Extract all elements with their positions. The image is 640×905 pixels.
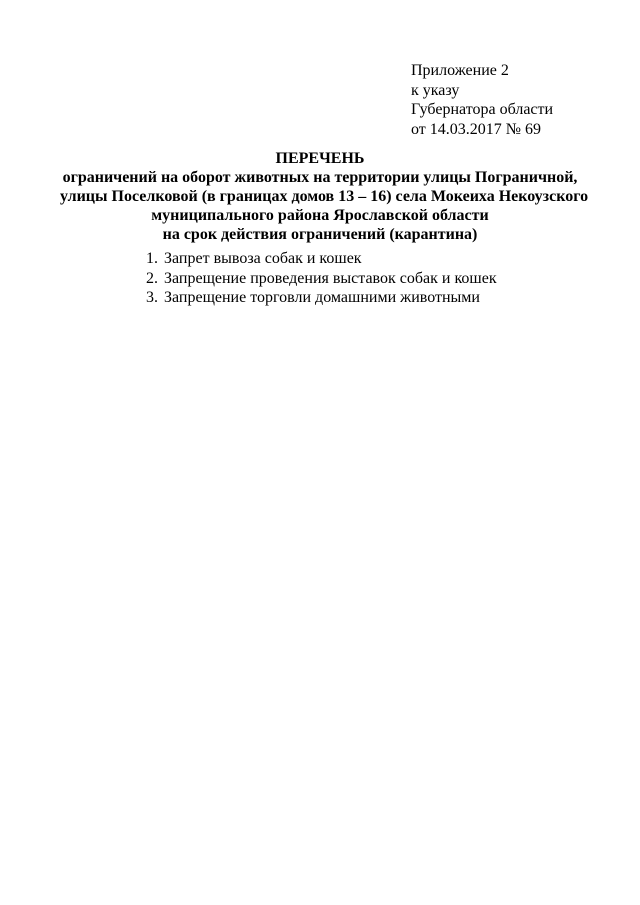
title-line: муниципального района Ярославской области [151, 207, 489, 224]
appendix-reference [411, 61, 631, 139]
appendix-number: Приложение 2 [411, 62, 509, 79]
title-heading: ПЕРЕЧЕНЬ [275, 150, 365, 167]
document-title [60, 149, 589, 244]
title-line: ограничений на оборот животных на территории улицы Пограничной, [62, 169, 578, 186]
list-item-text: Запрет вывоза собак и кошек [164, 250, 362, 267]
title-line: улицы Поселковой (в границах домов 13 – 16) села Мокеиха Некоузского [60, 188, 589, 205]
list-item-number: 1. [146, 250, 158, 267]
appendix-date: от 14.03.2017 № 69 [411, 120, 542, 138]
restrictions-list [146, 249, 586, 308]
list-item [146, 288, 586, 308]
appendix-decree-ref: к указу [411, 81, 460, 99]
title-line: на срок действия ограничений (карантина) [162, 226, 478, 243]
list-item-number: 3. [146, 289, 158, 306]
list-item-text: Запрещение проведения выставок собак и кошек [164, 269, 497, 287]
list-item-text: Запрещение торговли домашними животными [164, 289, 480, 306]
list-item-number: 2. [146, 269, 158, 287]
list-item [146, 269, 586, 289]
appendix-issuer: Губернатора области [411, 101, 554, 118]
list-item [146, 249, 586, 269]
